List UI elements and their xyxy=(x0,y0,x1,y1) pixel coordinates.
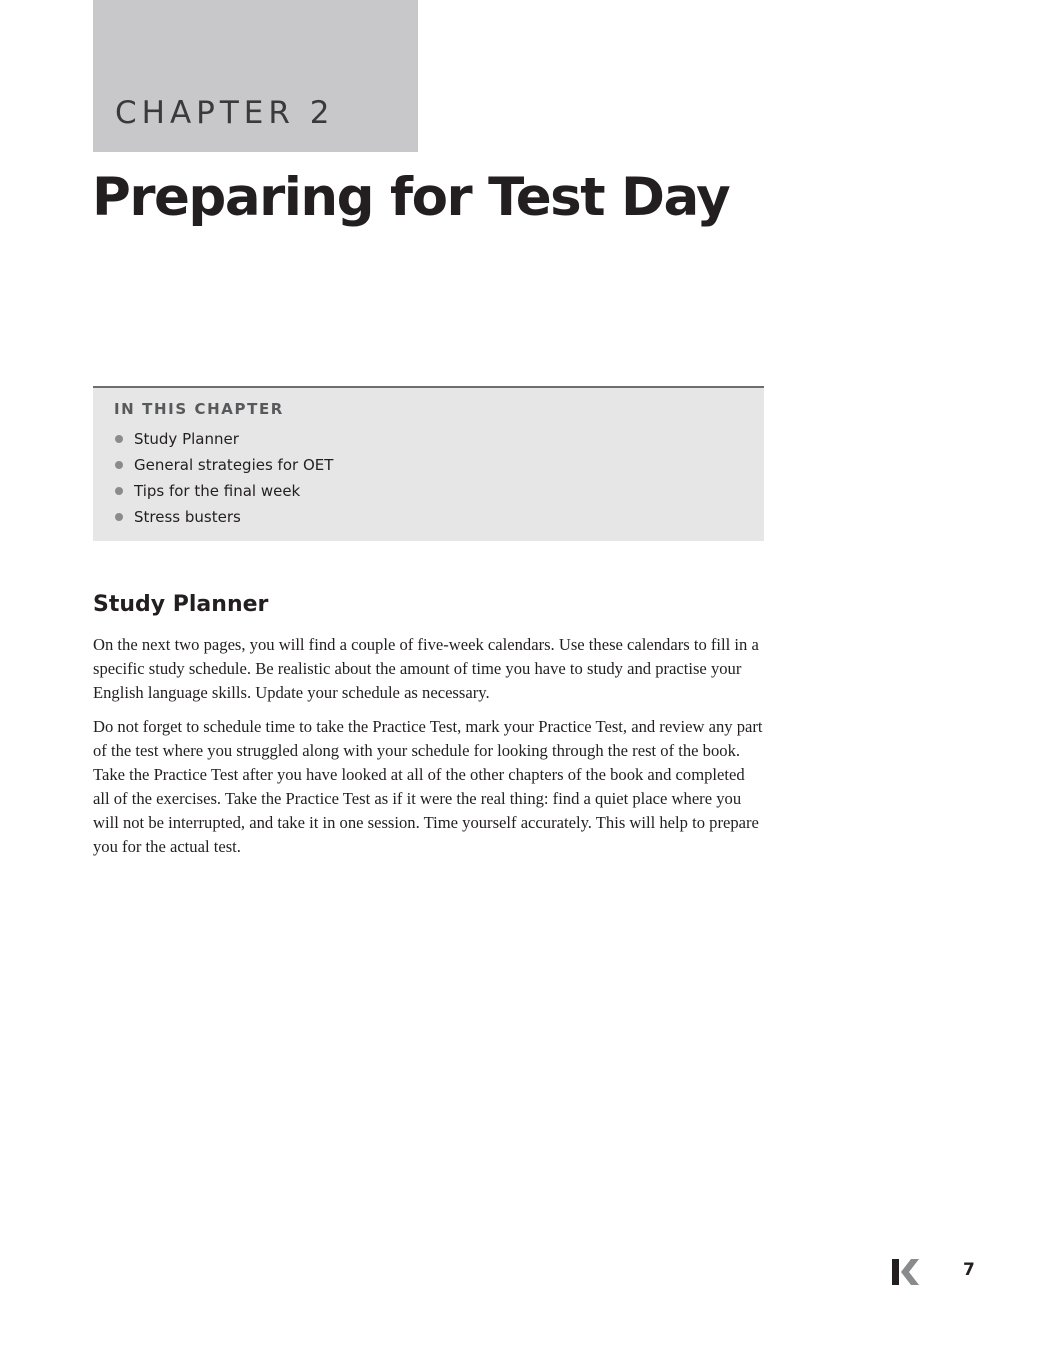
body-paragraph: On the next two pages, you will find a couple of five-week calendars. Use these calendars to fill in a specific study schedule. Be realistic about the amount of time you have to study and practise your English language skills. Update your schedule as necessary. xyxy=(93,635,759,702)
in-this-chapter-heading: IN THIS CHAPTER xyxy=(114,400,284,418)
bullet-icon xyxy=(115,435,123,443)
list-item-label: Tips for the final week xyxy=(134,482,301,500)
in-this-chapter-box xyxy=(93,386,764,541)
list-item-label: Study Planner xyxy=(134,430,239,448)
section-heading: Study Planner xyxy=(93,592,269,617)
list-item xyxy=(114,455,333,481)
in-this-chapter-list xyxy=(114,429,333,533)
body-paragraph: Do not forget to schedule time to take the Practice Test, mark your Practice Test, and review any part of the test where you struggled along with your schedule for looking through the rest of the book. Take the Practice Test after you have looked at all of the other chapters of the book and completed all of the exercises. Take the Practice Test as if it were the real thing: find a quiet place where you will not be interrupted, and take it in one session. Time yourself accurately. This will help to prepare you for the actual test. xyxy=(93,717,763,856)
list-item xyxy=(114,481,333,507)
bullet-icon xyxy=(115,487,123,495)
chapter-label: CHAPTER 2 xyxy=(115,95,335,131)
list-item-label: General strategies for OET xyxy=(134,456,334,474)
list-item-label: Stress busters xyxy=(134,508,241,526)
list-item xyxy=(114,507,333,533)
kaplan-k-logo-icon xyxy=(890,1259,920,1285)
bullet-icon xyxy=(115,461,123,469)
chapter-title: Preparing for Test Day xyxy=(92,167,730,228)
page-number: 7 xyxy=(963,1260,975,1280)
bullet-icon xyxy=(115,513,123,521)
list-item xyxy=(114,429,333,455)
